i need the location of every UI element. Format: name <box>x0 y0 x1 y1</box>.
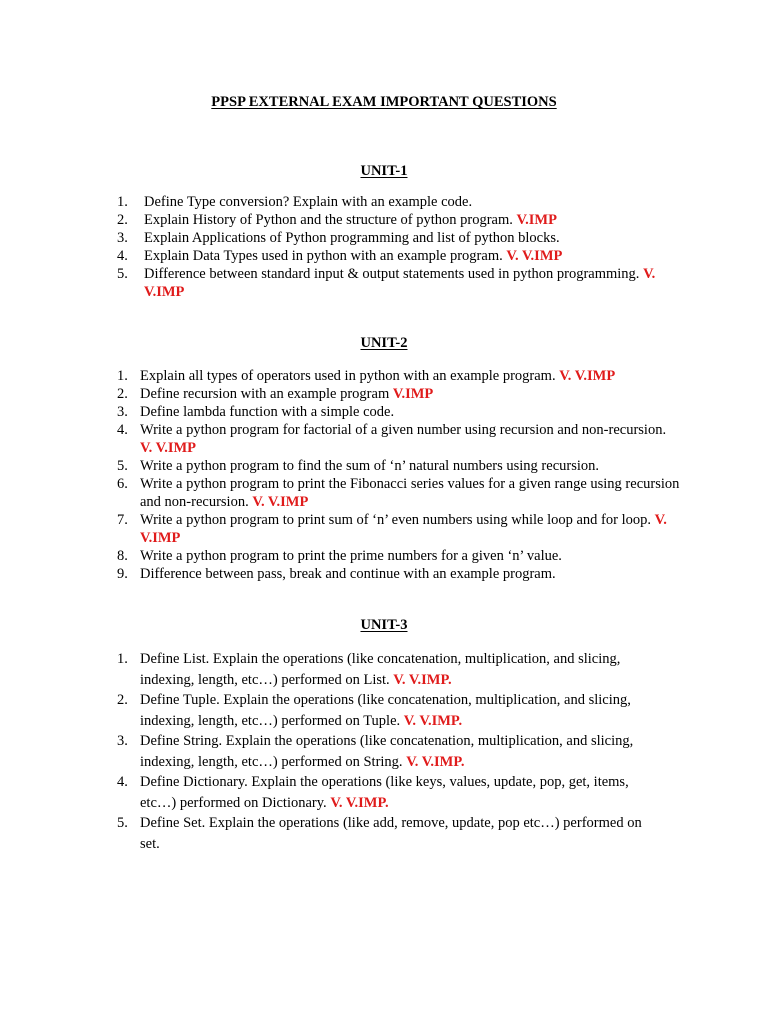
list-item: 5. Write a python program to find the sum of ‘n’ natural numbers using recursion. <box>117 458 600 474</box>
list-item: 3. Define String. Explain the operations (like concatenation, multiplication, and slicing, indexing, length, etc…) performed on String. V. V.IMP. <box>117 733 634 770</box>
list-item: 4. Define Dictionary. Explain the operations (like keys, values, update, pop, get, items, etc…) performed on Dictionary. V. V.IMP. <box>117 774 629 811</box>
list-item: 8. Write a python program to print the prime numbers for a given ‘n’ value. <box>117 548 562 564</box>
unit-2-heading: UNIT-2 <box>360 335 408 351</box>
unit-2-question-list <box>0 367 768 583</box>
unit-1-heading: UNIT-1 <box>360 163 408 179</box>
document-title: PPSP EXTERNAL EXAM IMPORTANT QUESTIONS <box>211 94 557 110</box>
list-item: 9. Difference between pass, break and continue with an example program. <box>117 566 556 582</box>
list-item: 3. Explain Applications of Python programming and list of python blocks. <box>117 230 560 246</box>
list-item: 1. Define List. Explain the operations (like concatenation, multiplication, and slicing, indexing, length, etc…) performed on List. V. V.IMP. <box>117 651 621 688</box>
unit-3-question-list <box>0 649 768 854</box>
list-item: 5. Define Set. Explain the operations (like add, remove, update, pop etc…) performed on set. <box>117 815 642 852</box>
list-item: 5. Difference between standard input & output statements used in python programming. V. V.IMP <box>117 266 656 300</box>
list-item: 1. Define Type conversion? Explain with an example code. <box>117 194 473 210</box>
list-item: 2. Define Tuple. Explain the operations (like concatenation, multiplication, and slicing, indexing, length, etc…) performed on Tuple. V. V.IMP. <box>117 692 631 729</box>
unit-1-question-list <box>0 193 768 301</box>
list-item: 4. Explain Data Types used in python with an example program. V. V.IMP <box>117 248 563 264</box>
list-item: 2. Define recursion with an example program V.IMP <box>117 386 434 402</box>
unit-3-heading: UNIT-3 <box>360 617 408 633</box>
list-item: 3. Define lambda function with a simple code. <box>117 404 395 420</box>
list-item: 7. Write a python program to print sum of ‘n’ even numbers using while loop and for loop. V. V.IMP <box>117 512 667 546</box>
list-item: 2. Explain History of Python and the structure of python program. V.IMP <box>117 212 557 228</box>
list-item: 4. Write a python program for factorial of a given number using recursion and non-recursion. V. V.IMP <box>117 422 667 456</box>
list-item: 6. Write a python program to print the Fibonacci series values for a given range using recursion and non-recursion. V. V.IMP <box>117 476 680 510</box>
list-item: 1. Explain all types of operators used in python with an example program. V. V.IMP <box>117 368 616 384</box>
